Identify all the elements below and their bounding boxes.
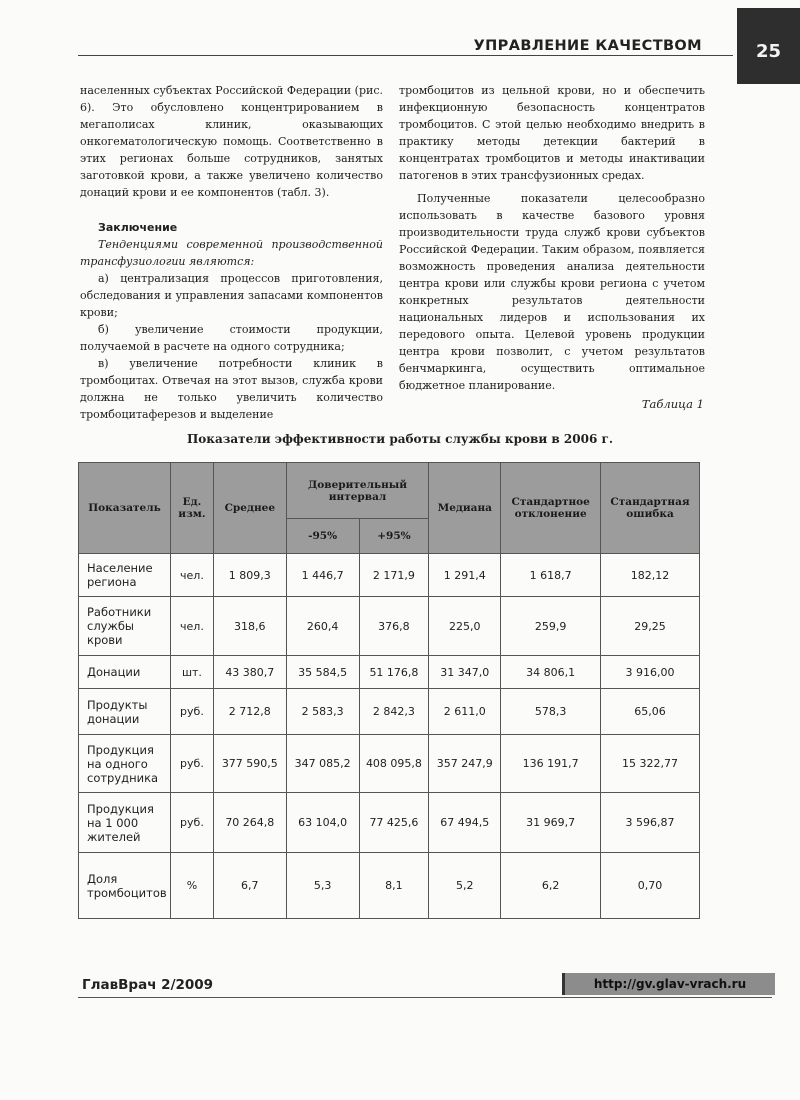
- row-unit: руб.: [170, 689, 213, 735]
- row-ci-high: 8,1: [359, 853, 429, 919]
- row-std-dev: 1 618,7: [501, 554, 601, 597]
- row-ci-high: 2 171,9: [359, 554, 429, 597]
- row-mean: 377 590,5: [213, 735, 286, 793]
- row-std-err: 3 916,00: [601, 656, 700, 689]
- row-mean: 318,6: [213, 597, 286, 656]
- row-unit: руб.: [170, 793, 213, 853]
- header-confidence-interval: Доверительный интервал: [286, 463, 429, 519]
- paragraph: тромбоцитов из цельной крови, но и обеспечить инфекционную безопасность концентратов тромбоцитов. С этой целью необходимо внедрить в практику методы детекции бактерий в концентратах тромбоцитов и методы инактивации патогенов в этих трансфузионных средах.: [399, 84, 705, 182]
- row-name: Продукция на одного сотрудника: [79, 735, 171, 793]
- row-std-err: 3 596,87: [601, 793, 700, 853]
- conclusion-intro: Тенденциями современной производственной трансфузиологии являются:: [80, 238, 383, 268]
- header-ci-low: -95%: [286, 519, 359, 554]
- header-indicator: Показатель: [79, 463, 171, 554]
- table-row: [79, 689, 700, 735]
- row-median: 67 494,5: [429, 793, 501, 853]
- row-std-err: 29,25: [601, 597, 700, 656]
- row-mean: 2 712,8: [213, 689, 286, 735]
- row-name: Продукты донации: [79, 689, 171, 735]
- row-ci-high: 51 176,8: [359, 656, 429, 689]
- header-std-deviation: Стандартное отклонение: [501, 463, 601, 554]
- row-ci-low: 5,3: [286, 853, 359, 919]
- row-ci-high: 2 842,3: [359, 689, 429, 735]
- row-name: Донации: [79, 656, 171, 689]
- right-column: [399, 82, 705, 394]
- row-name: Население региона: [79, 554, 171, 597]
- row-ci-low: 260,4: [286, 597, 359, 656]
- row-unit: шт.: [170, 656, 213, 689]
- row-std-dev: 578,3: [501, 689, 601, 735]
- row-median: 225,0: [429, 597, 501, 656]
- row-std-dev: 34 806,1: [501, 656, 601, 689]
- section-title: УПРАВЛЕНИЕ КАЧЕСТВОМ: [473, 38, 702, 54]
- header-unit: Ед. изм.: [170, 463, 213, 554]
- row-ci-low: 63 104,0: [286, 793, 359, 853]
- page-number: 25: [755, 41, 782, 62]
- row-std-dev: 136 191,7: [501, 735, 601, 793]
- table-row: [79, 793, 700, 853]
- row-std-dev: 259,9: [501, 597, 601, 656]
- table-row: [79, 597, 700, 656]
- header-rule: [78, 55, 733, 56]
- list-item-a: а) централизация процессов приготовления, обследования и управления запасами компонентов крови;: [80, 272, 383, 319]
- page-number-box: [737, 8, 800, 84]
- table-row: [79, 735, 700, 793]
- header-std-error: Стандартная ошибка: [601, 463, 700, 554]
- table-row: [79, 656, 700, 689]
- website-link[interactable]: http://gv.glav-vrach.ru: [562, 973, 775, 995]
- row-ci-low: 2 583,3: [286, 689, 359, 735]
- row-name: Работники службы крови: [79, 597, 171, 656]
- row-median: 5,2: [429, 853, 501, 919]
- statistics-table: [78, 462, 700, 919]
- row-median: 31 347,0: [429, 656, 501, 689]
- row-ci-low: 347 085,2: [286, 735, 359, 793]
- table-row: [79, 554, 700, 597]
- row-std-err: 15 322,77: [601, 735, 700, 793]
- list-item-c: в) увеличение потребности клиник в тромбоцитах. Отвечая на этот вызов, служба крови должна не только увеличить количество тромбоцитаферезов и выделение: [80, 357, 383, 421]
- header-ci-high: +95%: [359, 519, 429, 554]
- row-ci-low: 1 446,7: [286, 554, 359, 597]
- row-std-err: 182,12: [601, 554, 700, 597]
- row-mean: 6,7: [213, 853, 286, 919]
- conclusion-heading: Заключение: [98, 221, 178, 234]
- row-std-err: 0,70: [601, 853, 700, 919]
- table-row: [79, 853, 700, 919]
- row-unit: чел.: [170, 554, 213, 597]
- paragraph: населенных субъектах Российской Федерации (рис. 6). Это обусловлено концентрированием в мегаполисах клиник, оказывающих онкогематологическую помощь. Соответственно в этих регионах больше сотрудников, занятых заготовкой крови, а также увеличено количество донаций крови и ее компонентов (табл. 3).: [80, 84, 383, 199]
- row-ci-high: 408 095,8: [359, 735, 429, 793]
- row-mean: 1 809,3: [213, 554, 286, 597]
- header-median: Медиана: [429, 463, 501, 554]
- row-std-dev: 6,2: [501, 853, 601, 919]
- list-item-b: б) увеличение стоимости продукции, получаемой в расчете на одного сотрудника;: [80, 323, 383, 353]
- row-unit: руб.: [170, 735, 213, 793]
- row-unit: %: [170, 853, 213, 919]
- row-mean: 70 264,8: [213, 793, 286, 853]
- row-name: Доля тромбоцитов: [79, 853, 171, 919]
- journal-footer: ГлавВрач 2/2009: [82, 977, 214, 993]
- row-median: 2 611,0: [429, 689, 501, 735]
- paragraph: Полученные показатели целесообразно использовать в качестве базового уровня производительности труда служб крови субъектов Российской Федерации. Таким образом, появляется возможность проведения анализа деятельности центра крови или службы крови региона с учетом конкретных результатов деятельности национальных лидеров и использования их передового опыта. Целевой уровень продукции центра крови позволит, с учетом результатов бенчмаркинга, осуществить оптимальное бюджетное планирование.: [399, 192, 705, 392]
- row-std-dev: 31 969,7: [501, 793, 601, 853]
- row-median: 357 247,9: [429, 735, 501, 793]
- table-caption: Таблица 1: [641, 397, 704, 411]
- row-unit: чел.: [170, 597, 213, 656]
- row-name: Продукция на 1 000 жителей: [79, 793, 171, 853]
- row-ci-low: 35 584,5: [286, 656, 359, 689]
- row-ci-high: 77 425,6: [359, 793, 429, 853]
- footer-rule: [78, 997, 772, 998]
- row-ci-high: 376,8: [359, 597, 429, 656]
- table-title: Показатели эффективности работы службы крови в 2006 г.: [186, 432, 614, 446]
- left-column: [80, 82, 383, 423]
- row-mean: 43 380,7: [213, 656, 286, 689]
- row-median: 1 291,4: [429, 554, 501, 597]
- row-std-err: 65,06: [601, 689, 700, 735]
- header-mean: Среднее: [213, 463, 286, 554]
